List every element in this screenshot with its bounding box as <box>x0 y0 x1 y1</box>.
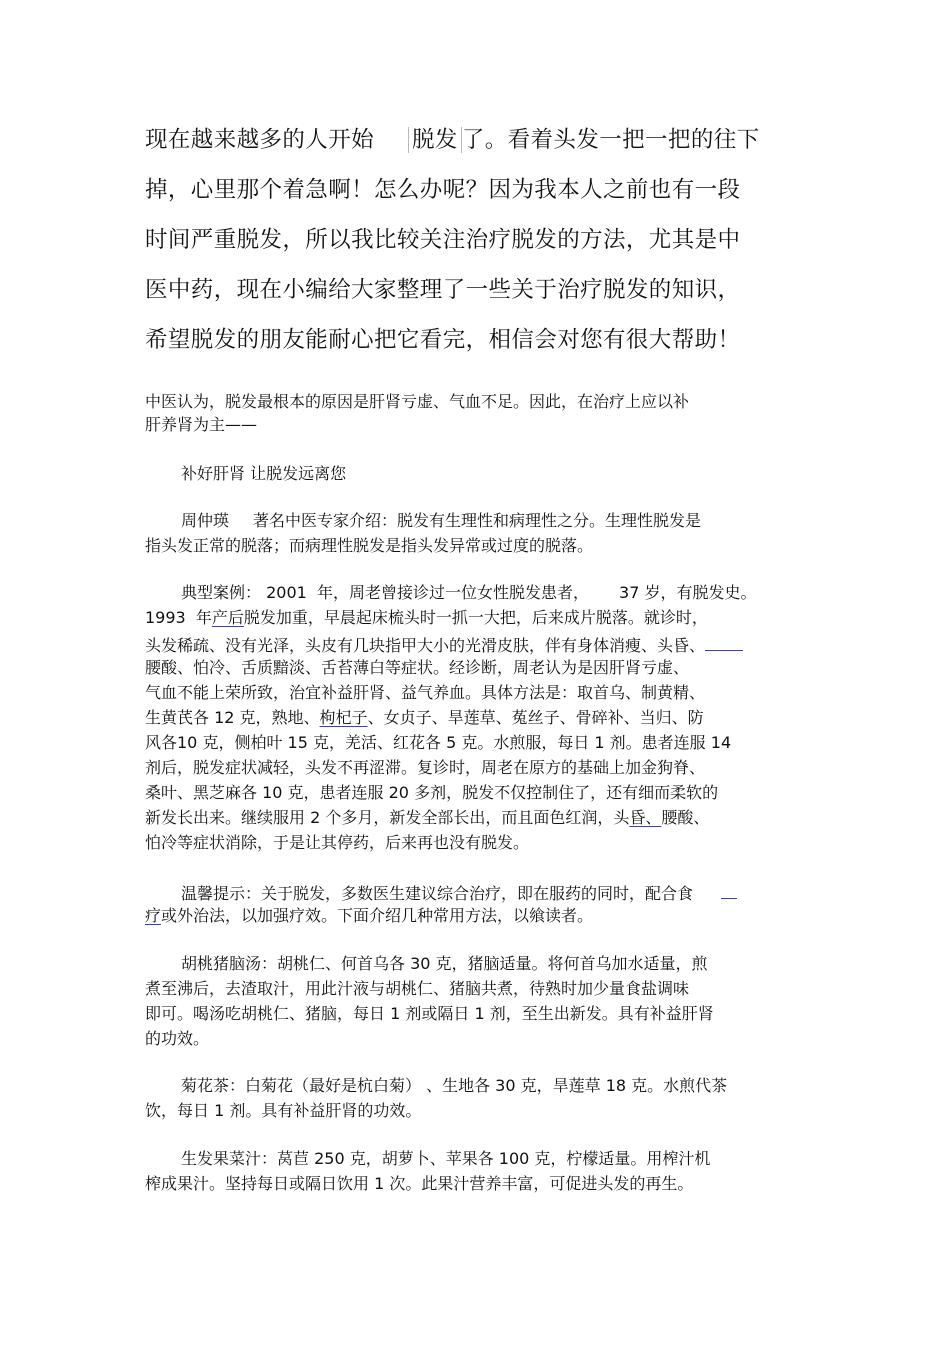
case-line-2 <box>145 607 708 629</box>
case-line-11: 怕冷等症状消除，于是让其停药，后来再也没有脱发。 <box>145 833 530 852</box>
case-line-9: 桑叶、黑芝麻各 10 克，患者连服 20 多剂，脱发不仅控制住了，还有细而柔软的 <box>145 783 719 802</box>
postpartum-link[interactable]: 产后 <box>211 608 244 627</box>
case-text: 、女贞子、旱莲草、菟丝子、骨碎补、当归、防 <box>367 708 704 727</box>
case-text: 年 <box>195 608 212 627</box>
tcm-line-1: 中医认为，脱发最根本的原因是肝肾亏虚、气血不足。因此，在治疗上应以补 <box>145 392 690 411</box>
walnut-line-2: 煮至沸后，去渣取汁，用此汁液与胡桃仁、猪脑共煮，待熟时加少量食盐调味 <box>145 979 690 998</box>
case-text: 岁，有脱发史。 <box>644 583 757 602</box>
section-subtitle: 补好肝肾 让脱发远离您 <box>181 464 347 483</box>
dizziness-link[interactable]: 昏、 <box>629 808 662 827</box>
tip-text: 或外治法，以加强疗效。下面介绍几种常用方法，以飨读者。 <box>161 906 594 925</box>
tcm-line-2: 肝养肾为主—— <box>145 415 258 434</box>
case-line-10 <box>145 807 709 829</box>
diet-therapy-link[interactable]: 疗 <box>145 906 162 925</box>
expert-line-1 <box>181 510 701 532</box>
expert-line-2: 指头发正常的脱落；而病理性脱发是指头发异常或过度的脱落。 <box>145 536 594 555</box>
case-line-1 <box>181 582 756 604</box>
underline-blank <box>705 632 743 651</box>
case-line-3 <box>145 632 743 657</box>
case-text: 新发长出来。继续服用 2 个多月，新发全部长出，而且面色红润，头 <box>145 808 630 827</box>
case-line-4: 腰酸、怕冷、舌质黯淡、舌苔薄白等症状。经诊断，周老认为是因肝肾亏虚、 <box>145 658 690 677</box>
intro-text: 了。看着头发一把一把的往下 <box>461 127 760 153</box>
walnut-line-3: 即可。喝汤吃胡桃仁、猪脑，每日 1 剂或隔日 1 剂，至生出新发。具有补益肝肾 <box>145 1004 714 1023</box>
walnut-line-1: 胡桃猪脑汤：胡桃仁、何首乌各 30 克，猪脑适量。将何首乌加水适量，煎 <box>181 954 708 973</box>
underline-blank <box>721 880 737 899</box>
tip-line-2 <box>145 905 593 927</box>
case-text: 腰酸、 <box>661 808 710 827</box>
goji-link[interactable]: 枸杞子 <box>319 708 368 727</box>
tea-line-1: 菊花茶：白菊花（最好是杭白菊） 、生地各 30 克，旱莲草 18 克。水煎代茶 <box>181 1076 728 1095</box>
case-text: 生黄芪各 12 克，熟地、 <box>145 708 320 727</box>
intro-line-3: 时间严重脱发，所以我比较关注治疗脱发的方法，尤其是中 <box>145 227 741 253</box>
case-line-8: 剂后，脱发症状减轻，头发不再涩滞。复诊时，周老在原方的基础上加金狗脊、 <box>145 758 706 777</box>
expert-text: 著名中医专家介绍：脱发有生理性和病理性之分。生理性脱发是 <box>253 511 702 530</box>
case-line-7: 风各10 克，侧柏叶 15 克，羌活、红花各 5 克。水煎服，每日 1 剂。患者连服 14 <box>145 733 732 752</box>
intro-line-2: 掉，心里那个着急啊！怎么办呢？因为我本人之前也有一段 <box>145 177 741 203</box>
case-year: 2001 <box>266 583 307 602</box>
case-year: 1993 <box>145 608 186 627</box>
intro-line-5: 希望脱发的朋友能耐心把它看完，相信会对您有很大帮助！ <box>145 327 741 353</box>
expert-name: 周仲瑛 <box>181 511 230 530</box>
case-age: 37 <box>619 583 640 602</box>
tip-line-1 <box>181 880 737 905</box>
case-line-6 <box>145 707 704 729</box>
tea-line-2: 饮，每日 1 剂。具有补益肝肾的功效。 <box>145 1101 422 1120</box>
case-text: 头发稀疏、没有光泽，头皮有几块指甲大小的光滑皮肤，伴有身体消瘦、头昏、 <box>145 636 706 655</box>
intro-line-4: 医中药，现在小编给大家整理了一些关于治疗脱发的知识， <box>145 277 741 303</box>
tip-text: 温馨提示：关于脱发，多数医生建议综合治疗，即在服药的同时，配合食 <box>181 884 694 903</box>
keyword-hair-loss: 脱发 <box>408 127 462 153</box>
case-text: 典型案例： <box>181 583 262 602</box>
walnut-line-4: 的功效。 <box>145 1029 210 1048</box>
juice-line-2: 榨成果汁。坚持每日或隔日饮用 1 次。此果汁营养丰富，可促进头发的再生。 <box>145 1174 694 1193</box>
juice-line-1: 生发果菜汁：莴苣 250 克，胡萝卜、苹果各 100 克，柠檬适量。用榨汁机 <box>181 1149 711 1168</box>
case-text: 脱发加重，早晨起床梳头时一抓一大把，后来成片脱落。就诊时， <box>243 608 708 627</box>
case-line-5: 气血不能上荣所致，治宜补益肝肾、益气养血。具体方法是：取首乌、制黄精、 <box>145 683 706 702</box>
intro-text: 现在越来越多的人开始 <box>145 127 375 153</box>
intro-line-1 <box>145 125 760 155</box>
case-text: 年，周老曾接诊过一位女性脱发患者， <box>317 583 590 602</box>
